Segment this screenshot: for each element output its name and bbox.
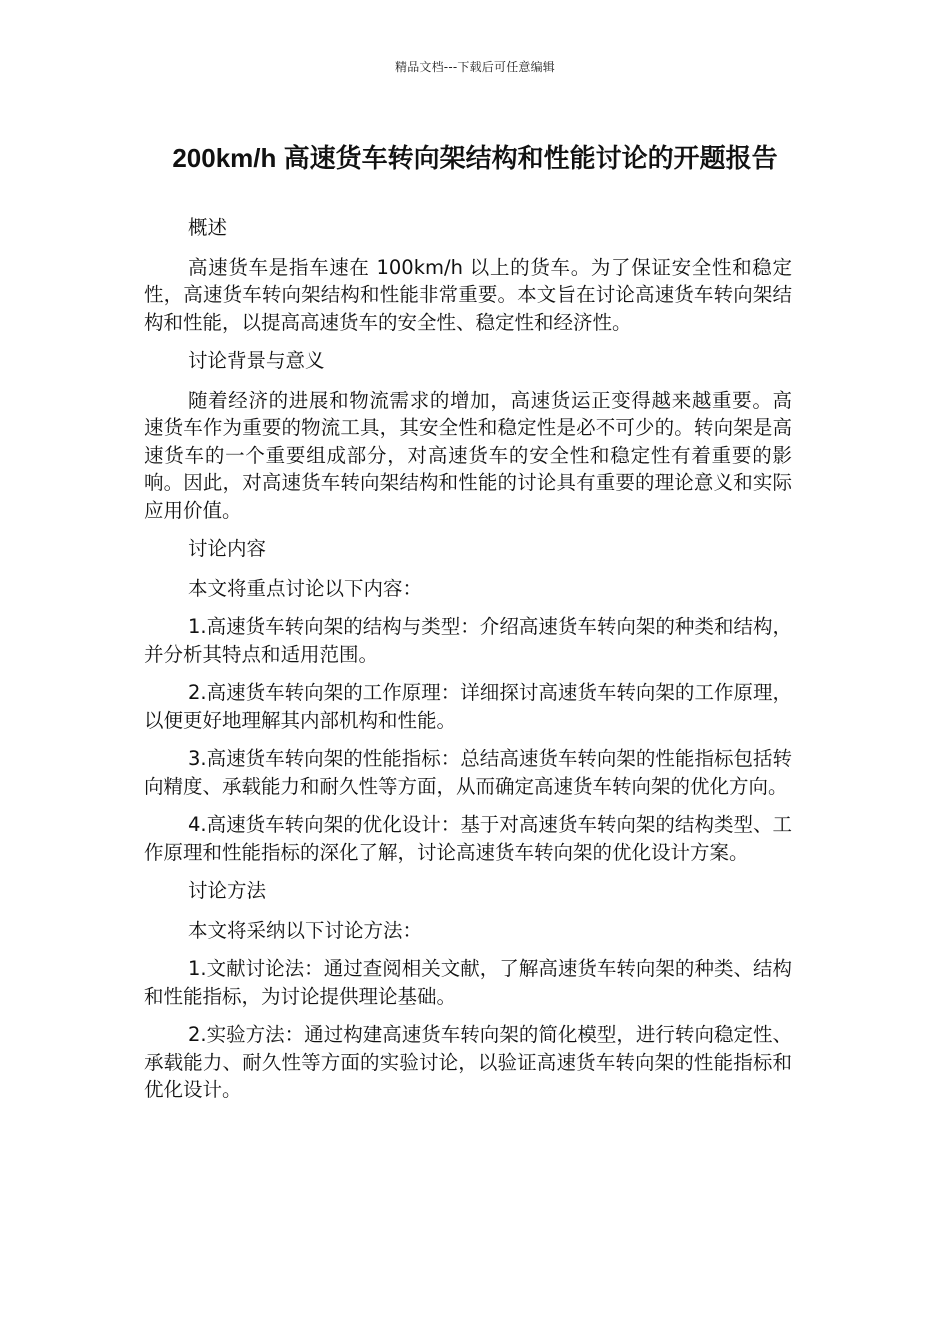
document-title: 200km/h 高速货车转向架结构和性能讨论的开题报告 xyxy=(172,143,778,173)
section-heading-background: 讨论背景与意义 xyxy=(188,349,325,372)
paragraph-method-intro: 本文将采纳以下讨论方法： xyxy=(188,918,423,942)
list-item-content-1: 1.高速货车转向架的结构与类型：介绍高速货车转向架的种类和结构，并分析其特点和适用范围。 xyxy=(144,615,792,666)
paragraph-background: 随着经济的进展和物流需求的增加，高速货运正变得越来越重要。高速货车作为重要的物流工具，其安全性和稳定性是必不可少的。转向架是高速货车的一个重要组成部分，对高速货车的安全性和稳定性有着重要的影响。因此，对高速货车转向架结构和性能的讨论具有重要的理论意义和实际应用价值。 xyxy=(144,388,792,522)
section-heading-overview: 概述 xyxy=(188,216,228,239)
document-body xyxy=(144,214,792,1115)
list-item-method-1: 1.文献讨论法：通过查阅相关文献，了解高速货车转向架的种类、结构和性能指标，为讨论提供理论基础。 xyxy=(144,957,792,1008)
paragraph-content-intro: 本文将重点讨论以下内容： xyxy=(188,576,423,600)
header-note: 精品文档---下载后可任意编辑 xyxy=(395,60,555,74)
section-heading-content: 讨论内容 xyxy=(188,537,267,560)
list-item-content-3: 3.高速货车转向架的性能指标：总结高速货车转向架的性能指标包括转向精度、承载能力和耐久性等方面，从而确定高速货车转向架的优化方向。 xyxy=(144,747,792,798)
list-item-method-2: 2.实验方法：通过构建高速货车转向架的简化模型，进行转向稳定性、承载能力、耐久性等方面的实验讨论，以验证高速货车转向架的性能指标和优化设计。 xyxy=(144,1023,792,1101)
section-heading-method: 讨论方法 xyxy=(188,879,267,902)
paragraph-overview: 高速货车是指车速在 100km/h 以上的货车。为了保证安全性和稳定性，高速货车转向架结构和性能非常重要。本文旨在讨论高速货车转向架结构和性能，以提高高速货车的安全性、稳定性和经济性。 xyxy=(144,255,792,334)
list-item-content-2: 2.高速货车转向架的工作原理：详细探讨高速货车转向架的工作原理，以便更好地理解其内部机构和性能。 xyxy=(144,681,792,732)
list-item-content-4: 4.高速货车转向架的优化设计：基于对高速货车转向架的结构类型、工作原理和性能指标的深化了解，讨论高速货车转向架的优化设计方案。 xyxy=(144,813,792,864)
